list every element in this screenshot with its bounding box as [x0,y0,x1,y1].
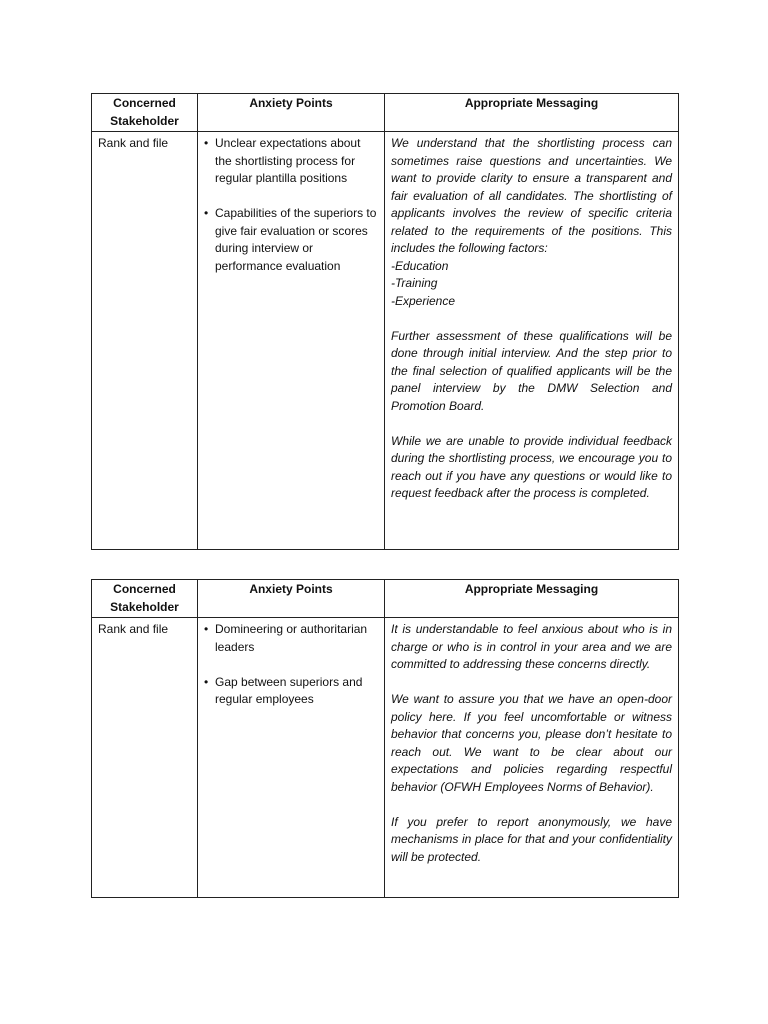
message-paragraph: While we are unable to provide individual feedback during the shortlisting process, we encourage you to reach out if you have any questions or would like to request feedback after the process is completed. [391,433,672,500]
header-appropriate-messaging: Appropriate Messaging [385,580,679,618]
message-paragraph: Further assessment of these qualifications will be done through initial interview. And the step prior to the final selection of qualified applicants will be the panel interview by the DMW Selection and Promotion Board. [391,328,672,413]
message-paragraph: We want to assure you that we have an open-door policy here. If you feel uncomfortable or witness behavior that concerns you, please don’t hesitate to reach out. We want to be clear about our expectations and policies regarding respectful behavior (OFWH Employees Norms of Behavior). [391,692,672,794]
stakeholder-cell: Rank and file [92,132,198,550]
table-header-row [92,94,679,132]
list-item: • Domineering or authoritarian leaders [204,621,378,656]
anxiety-points-list [204,135,378,275]
table-row [92,132,679,550]
list-item: • Unclear expectations about the shortlisting process for regular plantilla positions [204,135,378,188]
header-concerned-stakeholder: Concerned Stakeholder [92,580,198,618]
table-header-row [92,580,679,618]
message-paragraph: It is understandable to feel anxious about who is in charge or who is in control in your area and we are committed to addressing these concerns directly. [391,622,672,671]
stakeholder-table-1 [91,93,679,550]
message-paragraph: If you prefer to report anonymously, we have mechanisms in place for that and your confidentiality will be protected. [391,814,672,864]
header-anxiety-points: Anxiety Points [198,580,385,618]
list-item: • Capabilities of the superiors to give fair evaluation or scores during interview or performance evaluation [204,205,378,275]
stakeholder-cell: Rank and file [92,618,198,898]
header-anxiety-points: Anxiety Points [198,94,385,132]
table-row [92,618,679,898]
anxiety-points-cell [198,132,385,550]
header-appropriate-messaging: Appropriate Messaging [385,94,679,132]
message-paragraph: We understand that the shortlisting process can sometimes raise questions and uncertainties. We want to provide clarity to ensure a transparent and fair evaluation of all candidates. The shortlisting of applicants involves the review of specific criteria related to the requirements of the positions. This includes the following factors: -Education -Training -Experience [391,136,672,308]
messaging-cell [385,132,679,550]
header-concerned-stakeholder: Concerned Stakeholder [92,94,198,132]
messaging-cell [385,618,679,898]
stakeholder-table-2 [91,579,679,898]
anxiety-points-cell [198,618,385,898]
list-item: • Gap between superiors and regular employees [204,674,378,709]
anxiety-points-list [204,621,378,709]
